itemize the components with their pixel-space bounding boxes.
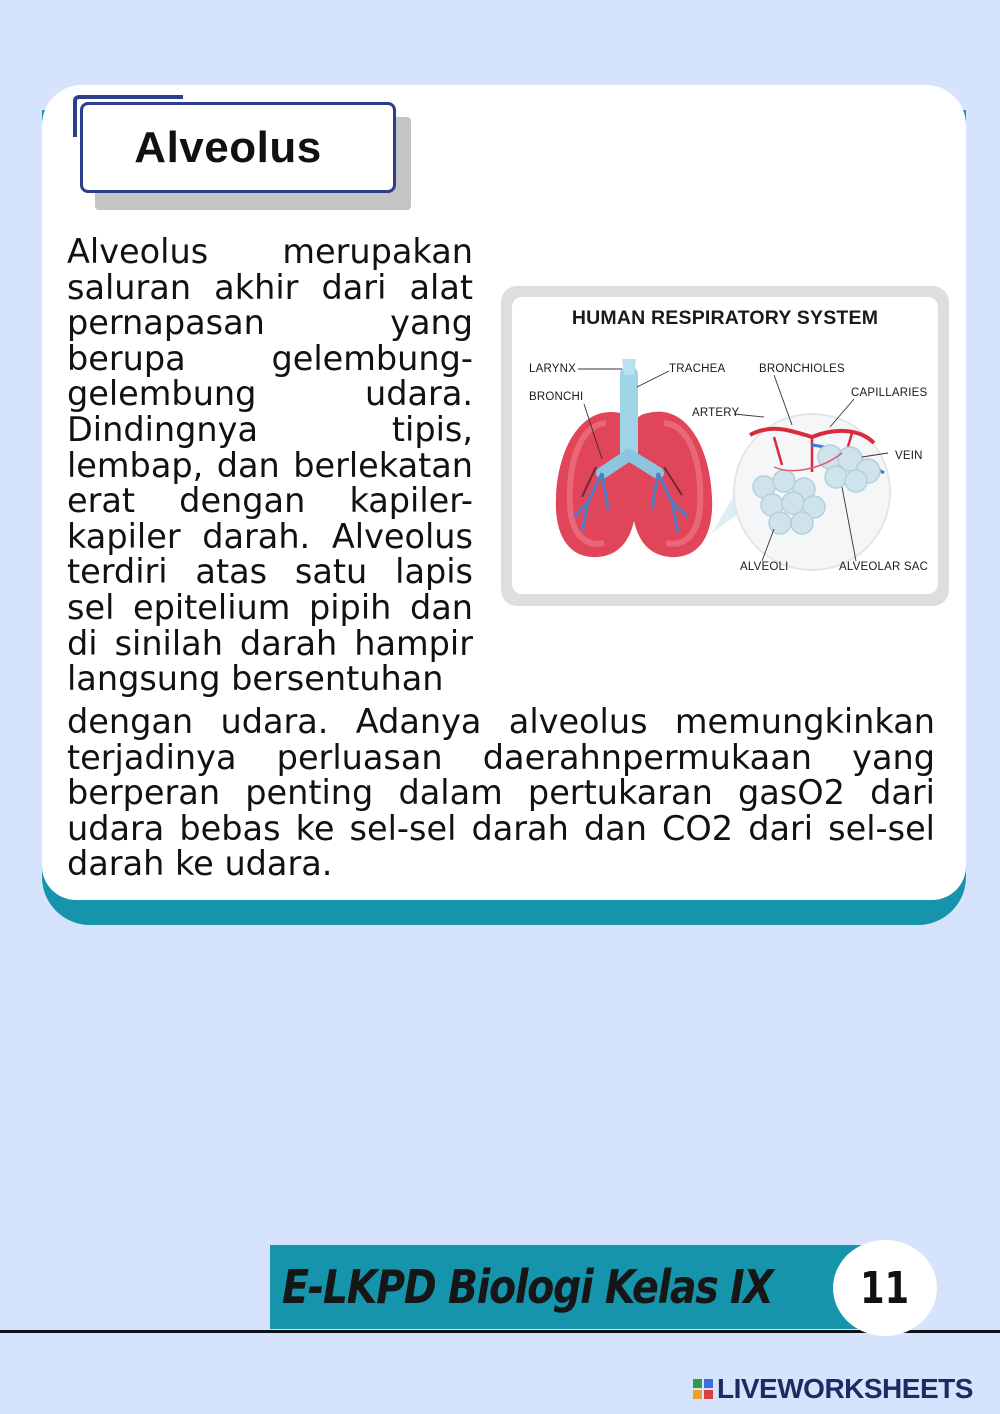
page-title: Alveolus (134, 122, 322, 172)
liveworksheets-logo-icon (693, 1379, 713, 1399)
watermark-text: LIVEWORKSHEETS (717, 1373, 973, 1404)
lungs-illustration (512, 297, 938, 594)
respiratory-diagram (512, 297, 938, 594)
page-number-badge (833, 1240, 937, 1336)
label-larynx: LARYNX (529, 363, 577, 375)
label-alveoli: ALVEOLI (740, 561, 789, 573)
footer-divider (0, 1330, 1000, 1333)
figure-title: HUMAN RESPIRATORY SYSTEM (571, 307, 879, 329)
liveworksheets-watermark[interactable] (693, 1374, 973, 1404)
page-number: 11 (860, 1262, 910, 1314)
label-vein: VEIN (895, 450, 923, 462)
label-bronchi: BRONCHI (529, 391, 584, 403)
title-box (80, 102, 396, 193)
paragraph-full: dengan udara. Adanya alveolus memungkinkan terjadinya perluasan daerahnpermukaan yang berperan penting dalam pertukaran gasO2 dari udara bebas ke sel-sel darah dan CO2 dari sel-sel darah ke udara. (67, 702, 935, 884)
label-alveolar-sac: ALVEOLAR SAC (839, 561, 929, 573)
footer-label: E-LKPD Biologi Kelas IX (282, 1260, 773, 1314)
label-artery: ARTERY (692, 407, 740, 419)
label-bronchioles: BRONCHIOLES (759, 363, 845, 375)
paragraph-left: Alveolus merupakan saluran akhir dari alat pernapasan yang berupa gelembung-gelembung udara. Dindingnya tipis, lembap, dan berlekatan erat dengan kapiler-kapiler darah. Alveolus terdiri atas satu lapis sel epitelium pipih dan di sinilah darah hampir langsung bersentuhan (67, 232, 473, 699)
label-trachea: TRACHEA (669, 363, 726, 375)
label-capillaries: CAPILLARIES (851, 387, 928, 399)
